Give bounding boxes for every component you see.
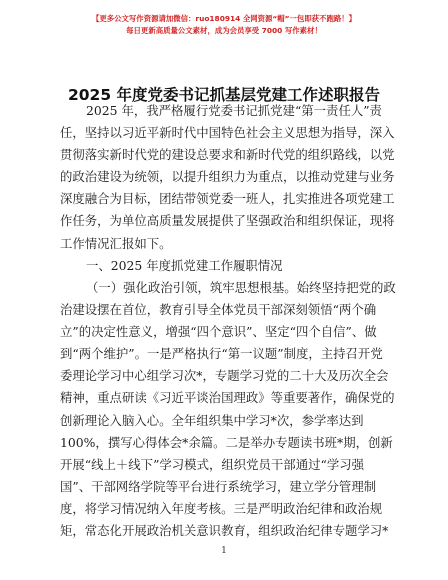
text-line: 度，将学习情况纳入年度考核。三是严明政治纪律和政治规 xyxy=(60,500,383,516)
section-heading: 一、2025 年度抓党建工作履职情况 xyxy=(86,258,283,273)
text-line: 2025 年，我严格履行党委书记抓党建“第一责任人”责 xyxy=(86,103,382,118)
text-line: 精神，重点研读《习近平谈治国理政》等重要著作，确保党的 xyxy=(60,390,395,406)
text-line: 的政治建设为统领，以提升组织力为重点，以推动党建与业务 xyxy=(60,169,395,185)
text-line: 国”、干部网络学院等平台进行系统学习，建立学分管理制 xyxy=(60,478,377,494)
text-line: 工作情况汇报如下。 xyxy=(60,235,172,251)
intro-paragraph xyxy=(60,100,395,255)
paragraph-2 xyxy=(60,277,396,542)
text-line: （一）强化政治引领，筑牢思想根基。始终坚持把党的政 xyxy=(86,280,396,295)
page-number: 1 xyxy=(221,546,227,556)
text-line: 到“两个维护”。一是严格执行“第一议题”制度，主持召开党 xyxy=(60,346,383,362)
text-line: 作任务，为单位高质量发展提供了坚强政治和组织保证，现将 xyxy=(60,213,395,229)
text-line: 委理论学习中心组学习次*，专题学习党的二十大及历次全会 xyxy=(60,368,389,384)
text-line: 创新理论入脑入心。全年组织集中学习*次，参学率达到 xyxy=(60,412,364,428)
document-title: 2025 年度党委书记抓基层党建工作述职报告 xyxy=(67,86,381,104)
text-line: 100%，撰写心得体会*余篇。二是举办专题读书班*期，创新 xyxy=(60,434,393,450)
text-line: 开展“线上＋线下”学习模式，组织党员干部通过“学习强 xyxy=(60,456,364,472)
text-line: 深度融合为目标，团结带领党委一班人，扎实推进各项党建工 xyxy=(60,191,395,207)
text-line: 任，坚持以习近平新时代中国特色社会主义思想为指导，深入 xyxy=(60,125,395,141)
promo-banner-line-2: 每日更新高质量公文素材，成为会员享受 7000 写作素材！ xyxy=(126,26,322,35)
text-line: 立”的决定性意义，增强“四个意识”、坚定“四个自信”、做 xyxy=(60,324,377,340)
promo-banner-line-1: 【更多公文写作资源请加微信：ruo180914 全网资源“帽”一包即获不跑路！】 xyxy=(91,14,357,23)
text-line: 治建设摆在首位，教育引导全体党员干部深刻领悟“两个确 xyxy=(60,302,377,318)
text-line: 矩，常态化开展政治机关意识教育，组织政治纪律专题学习* xyxy=(60,523,389,539)
text-line: 贯彻落实新时代党的建设总要求和新时代党的组织路线，以党 xyxy=(60,147,395,163)
section-heading-block xyxy=(60,255,390,277)
